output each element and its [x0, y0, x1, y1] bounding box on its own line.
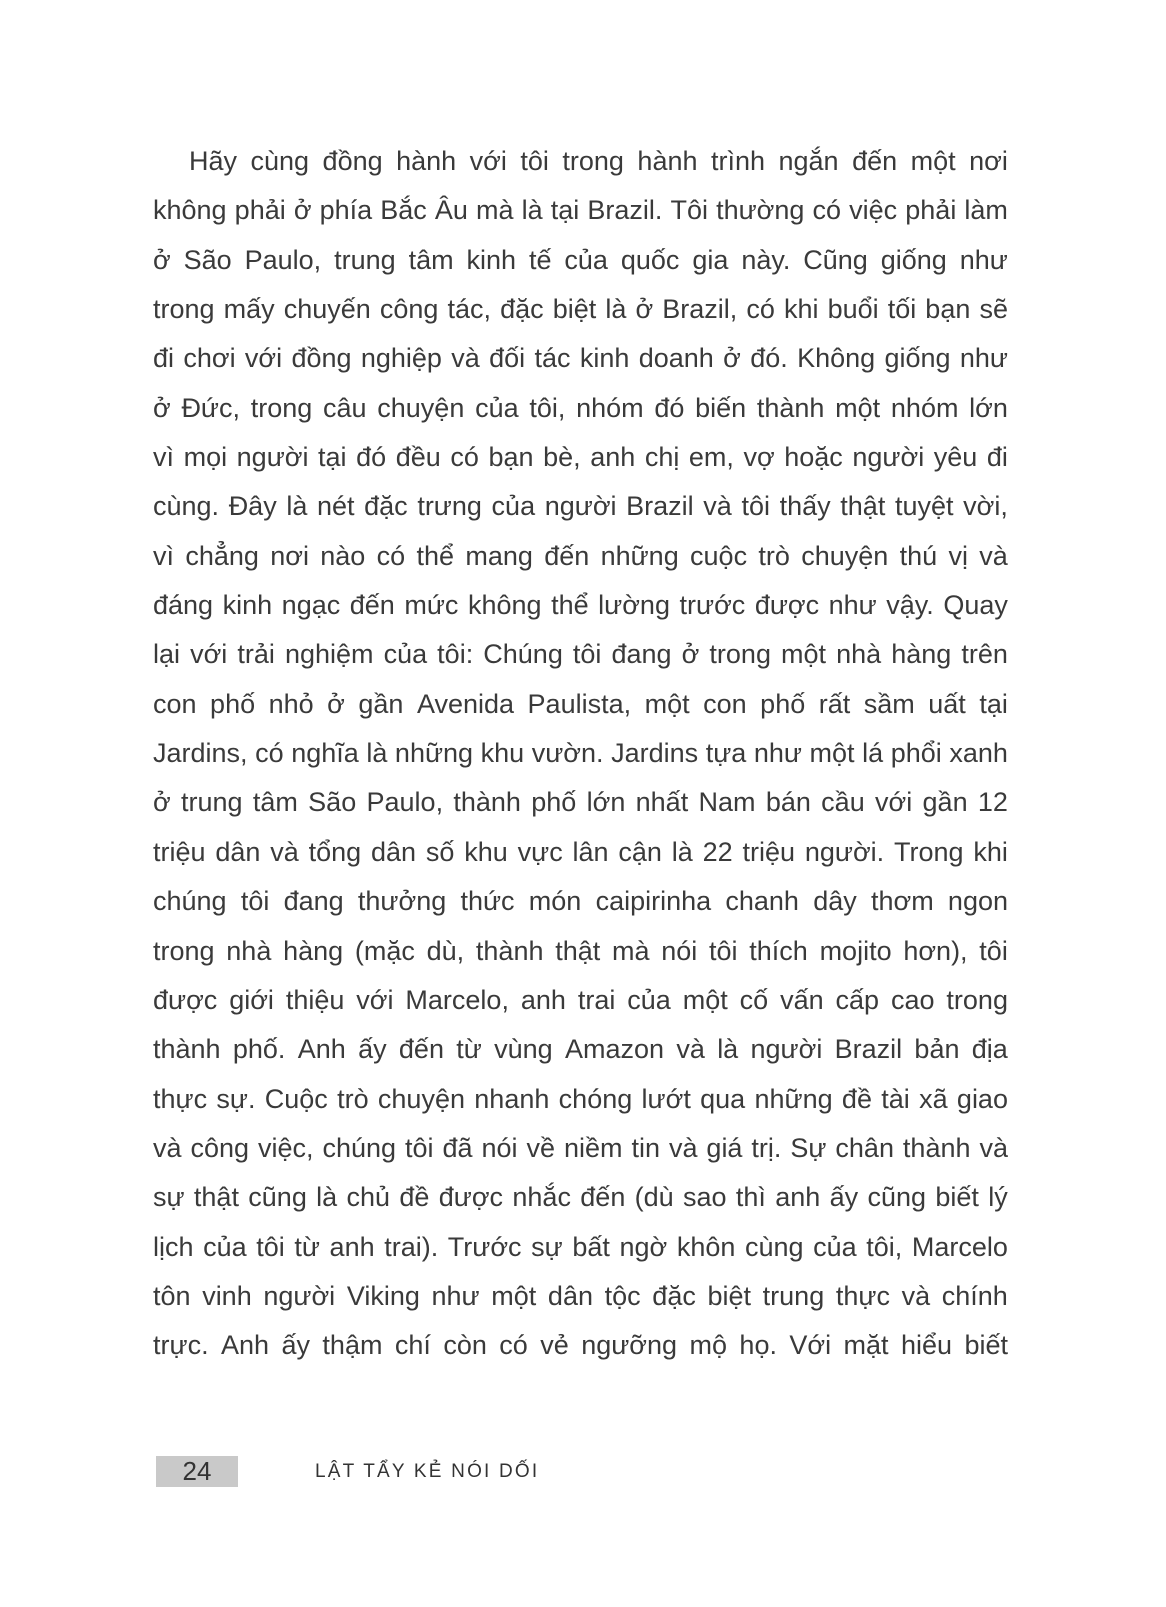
page-number-box: [156, 1456, 238, 1487]
text-line: đi chơi với đồng nghiệp và đối tác kinh doanh ở đó. Không giống như: [153, 343, 1008, 374]
text-line: cùng. Đây là nét đặc trưng của người Brazil và tôi thấy thật tuyệt vời,: [153, 491, 1008, 522]
text-line: vì chẳng nơi nào có thể mang đến những cuộc trò chuyện thú vị và: [153, 540, 1008, 571]
body-text: [153, 137, 1008, 1371]
text-line: thực sự. Cuộc trò chuyện nhanh chóng lướt qua những đề tài xã giao: [153, 1083, 1008, 1114]
text-line: sự thật cũng là chủ đề được nhắc đến (dù sao thì anh ấy cũng biết lý: [153, 1182, 1008, 1213]
text-line: Jardins, có nghĩa là những khu vườn. Jardins tựa như một lá phổi xanh: [153, 738, 1008, 769]
text-line: vì mọi người tại đó đều có bạn bè, anh chị em, vợ hoặc người yêu đi: [153, 442, 1008, 473]
text-line: không phải ở phía Bắc Âu mà là tại Brazil. Tôi thường có việc phải làm: [153, 195, 1008, 226]
text-line: trong mấy chuyến công tác, đặc biệt là ở Brazil, có khi buổi tối bạn sẽ: [153, 294, 1008, 325]
text-line: lịch của tôi từ anh trai). Trước sự bất ngờ khôn cùng của tôi, Marcelo: [153, 1231, 1008, 1262]
text-line: thành phố. Anh ấy đến từ vùng Amazon và là người Brazil bản địa: [153, 1034, 1008, 1065]
text-line: lại với trải nghiệm của tôi: Chúng tôi đang ở trong một nhà hàng trên: [153, 639, 1008, 670]
text-line: chúng tôi đang thưởng thức món caipirinha chanh dây thơm ngon: [153, 886, 1008, 917]
text-line: con phố nhỏ ở gần Avenida Paulista, một con phố rất sầm uất tại: [153, 688, 1008, 719]
text-line: ở trung tâm São Paulo, thành phố lớn nhất Nam bán cầu với gần 12: [153, 787, 1008, 818]
text-line: ở São Paulo, trung tâm kinh tế của quốc gia này. Cũng giống như: [153, 244, 1008, 275]
running-title: LẬT TẨY KẺ NÓI DỐI: [315, 1461, 540, 1482]
text-line: trong nhà hàng (mặc dù, thành thật mà nói tôi thích mojito hơn), tôi: [153, 935, 1008, 966]
text-line: tôn vinh người Viking như một dân tộc đặc biệt trung thực và chính: [153, 1280, 1008, 1311]
text-line: đáng kinh ngạc đến mức không thể lường trước được như vậy. Quay: [153, 590, 1008, 621]
page-footer: [0, 1456, 1166, 1487]
page-number: 24: [182, 1456, 212, 1486]
text-line: triệu dân và tổng dân số khu vực lân cận là 22 triệu người. Trong khi: [153, 836, 1008, 867]
text-line: Hãy cùng đồng hành với tôi trong hành trình ngắn đến một nơi: [189, 146, 1008, 176]
text-line: và công việc, chúng tôi đã nói về niềm tin và giá trị. Sự chân thành và: [153, 1132, 1008, 1163]
text-line: trực. Anh ấy thậm chí còn có vẻ ngưỡng mộ họ. Với mặt hiểu biết: [153, 1330, 1008, 1361]
text-line: được giới thiệu với Marcelo, anh trai của một cố vấn cấp cao trong: [153, 984, 1008, 1015]
text-line: ở Đức, trong câu chuyện của tôi, nhóm đó biến thành một nhóm lớn: [153, 392, 1008, 423]
